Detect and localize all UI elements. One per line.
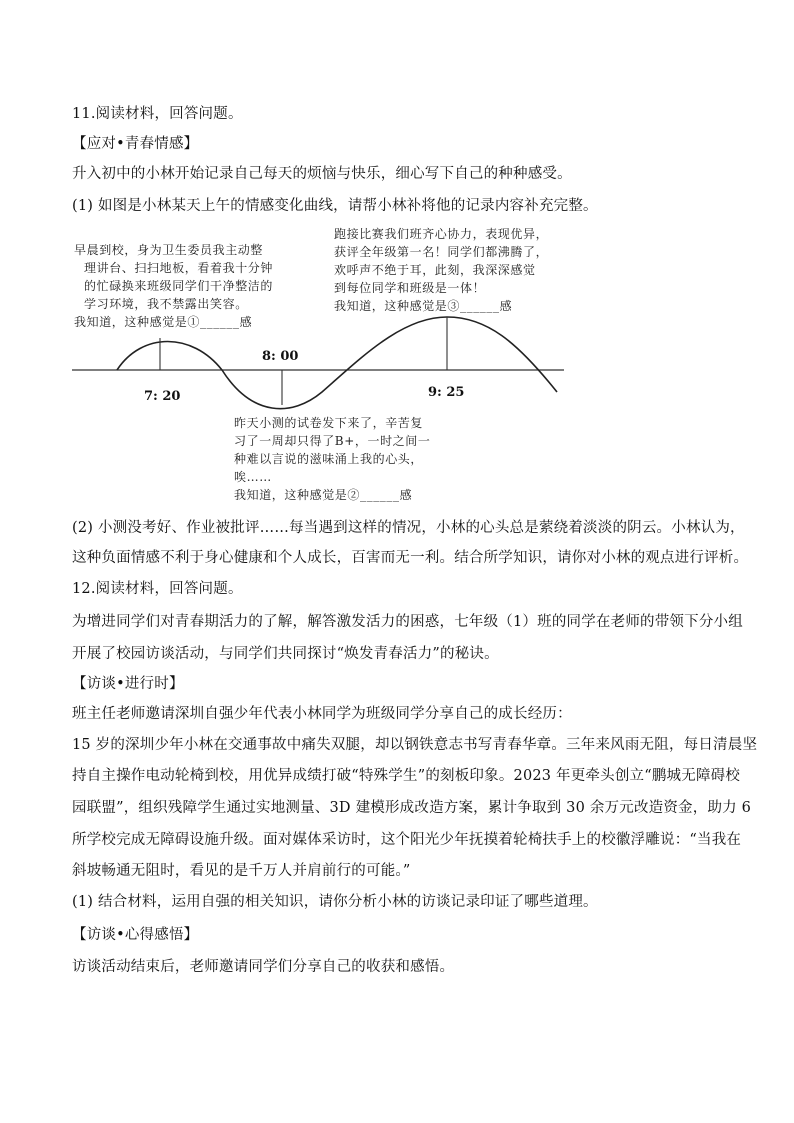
q12-intro-line2: 开展了校园访谈活动，与同学们共同探讨“焕发青春活力”的秘诀。 (72, 646, 499, 662)
note-relay-answer: 我知道，这种感觉是③______感 (334, 299, 513, 313)
q12-story-line: 所学校完成无障碍设施升级。面对媒体采访时，这个阳光少年抚摸着轮椅扶手上的校徽浮雕说：“当我在 (72, 832, 742, 848)
note-relay-line: 跑接比赛我们班齐心协力，表现优异， (334, 227, 549, 241)
note-morning-line: 学习环境，我不禁露出笑容。 (84, 297, 248, 311)
q12-story-line: 15 岁的深圳少年小林在交通事故中痛失双腿，却以钢铁意志书写青春华章。三年来风雨无阻，每日清晨坚 (72, 737, 758, 753)
note-quiz-answer: 我知道，这种感觉是②______感 (234, 488, 413, 502)
q12-title: 12.阅读材料，回答问题。 (72, 581, 243, 597)
emotion-curve (117, 317, 557, 409)
note-quiz-line: 种难以言说的滋味涌上我的心头， (234, 452, 424, 466)
time-label-720: 7: 20 (144, 389, 181, 404)
q11-part1-prompt: (1) 如图是小林某天上午的情感变化曲线，请帮小林补将他的记录内容补充完整。 (72, 198, 598, 214)
note-quiz-line: 昨天小测的试卷发下来了，辛苦复 (234, 416, 424, 430)
q12-closing: 访谈活动结束后，老师邀请同学们分享自己的收获和感悟。 (72, 959, 455, 975)
note-relay-line: 欢呼声不绝于耳，此刻，我深深感觉 (334, 263, 536, 277)
note-morning-answer: 我知道，这种感觉是①______感 (74, 315, 253, 329)
time-label-925: 9: 25 (428, 385, 465, 400)
q12-intro-line1: 为增进同学们对青春期活力的了解，解答激发活力的困惑，七年级（1）班的同学在老师的带领下分小组 (72, 614, 743, 630)
note-morning-line: 早晨到校，身为卫生委员我主动整 (74, 243, 264, 257)
note-relay-line: 到每位同学和班级是一体！ (334, 281, 486, 295)
q12-part1-prompt: (1) 结合材料，运用自强的相关知识，请你分析小林的访谈记录印证了哪些道理。 (72, 894, 598, 910)
note-relay-line: 获评全年级第一名！同学们都沸腾了， (334, 245, 549, 259)
emotion-curve-figure (72, 222, 572, 507)
q12-story-line: 持自主操作电动轮椅到校，用优异成绩打破“特殊学生”的刻板印象。2023 年更牵头创立“鹏城无障碍校 (72, 768, 741, 784)
q12-section-reflection: 【访谈•心得感悟】 (72, 927, 199, 943)
q12-story-line: 斜坡畅通无阻时，看见的是千万人并肩前行的可能。” (72, 863, 411, 879)
q11-part2-line2: 这种负面情感不利于身心健康和个人成长，百害而无一利。结合所学知识，请你对小林的观点进行评析。 (72, 550, 749, 566)
emotion-curve-svg (72, 222, 572, 507)
note-morning-line: 理讲台、扫扫地板，看着我十分钟 (84, 261, 274, 275)
note-quiz-line: 唉…… (234, 470, 272, 484)
q12-paragraph: 班主任老师邀请深圳自强少年代表小林同学为班级同学分享自己的成长经历： (72, 706, 572, 722)
q12-story-line: 园联盟”，组织残障学生通过实地测量、3D 建模形成改造方案，累计争取到 30 余万元改造资金，助力 6 (72, 800, 752, 816)
note-morning-line: 的忙碌换来班级同学们干净整洁的 (84, 279, 274, 293)
q11-part2-line1: (2) 小测没考好、作业被批评……每当遇到这样的情况，小林的心头总是萦绕着淡淡的阴云。小林认为， (72, 520, 745, 536)
note-quiz-line: 习了一周却只得了B+，一时之间一 (234, 434, 431, 448)
note-relay (334, 226, 548, 313)
q11-intro: 升入初中的小林开始记录自己每天的烦恼与快乐，细心写下自己的种种感受。 (72, 166, 572, 182)
q12-section-interview: 【访谈•进行时】 (72, 676, 184, 692)
q11-section-heading: 【应对•青春情感】 (72, 136, 199, 152)
q11-title: 11.阅读材料，回答问题。 (72, 106, 243, 122)
note-quiz (234, 415, 430, 502)
time-label-800: 8: 00 (262, 349, 299, 364)
note-morning (74, 242, 273, 329)
